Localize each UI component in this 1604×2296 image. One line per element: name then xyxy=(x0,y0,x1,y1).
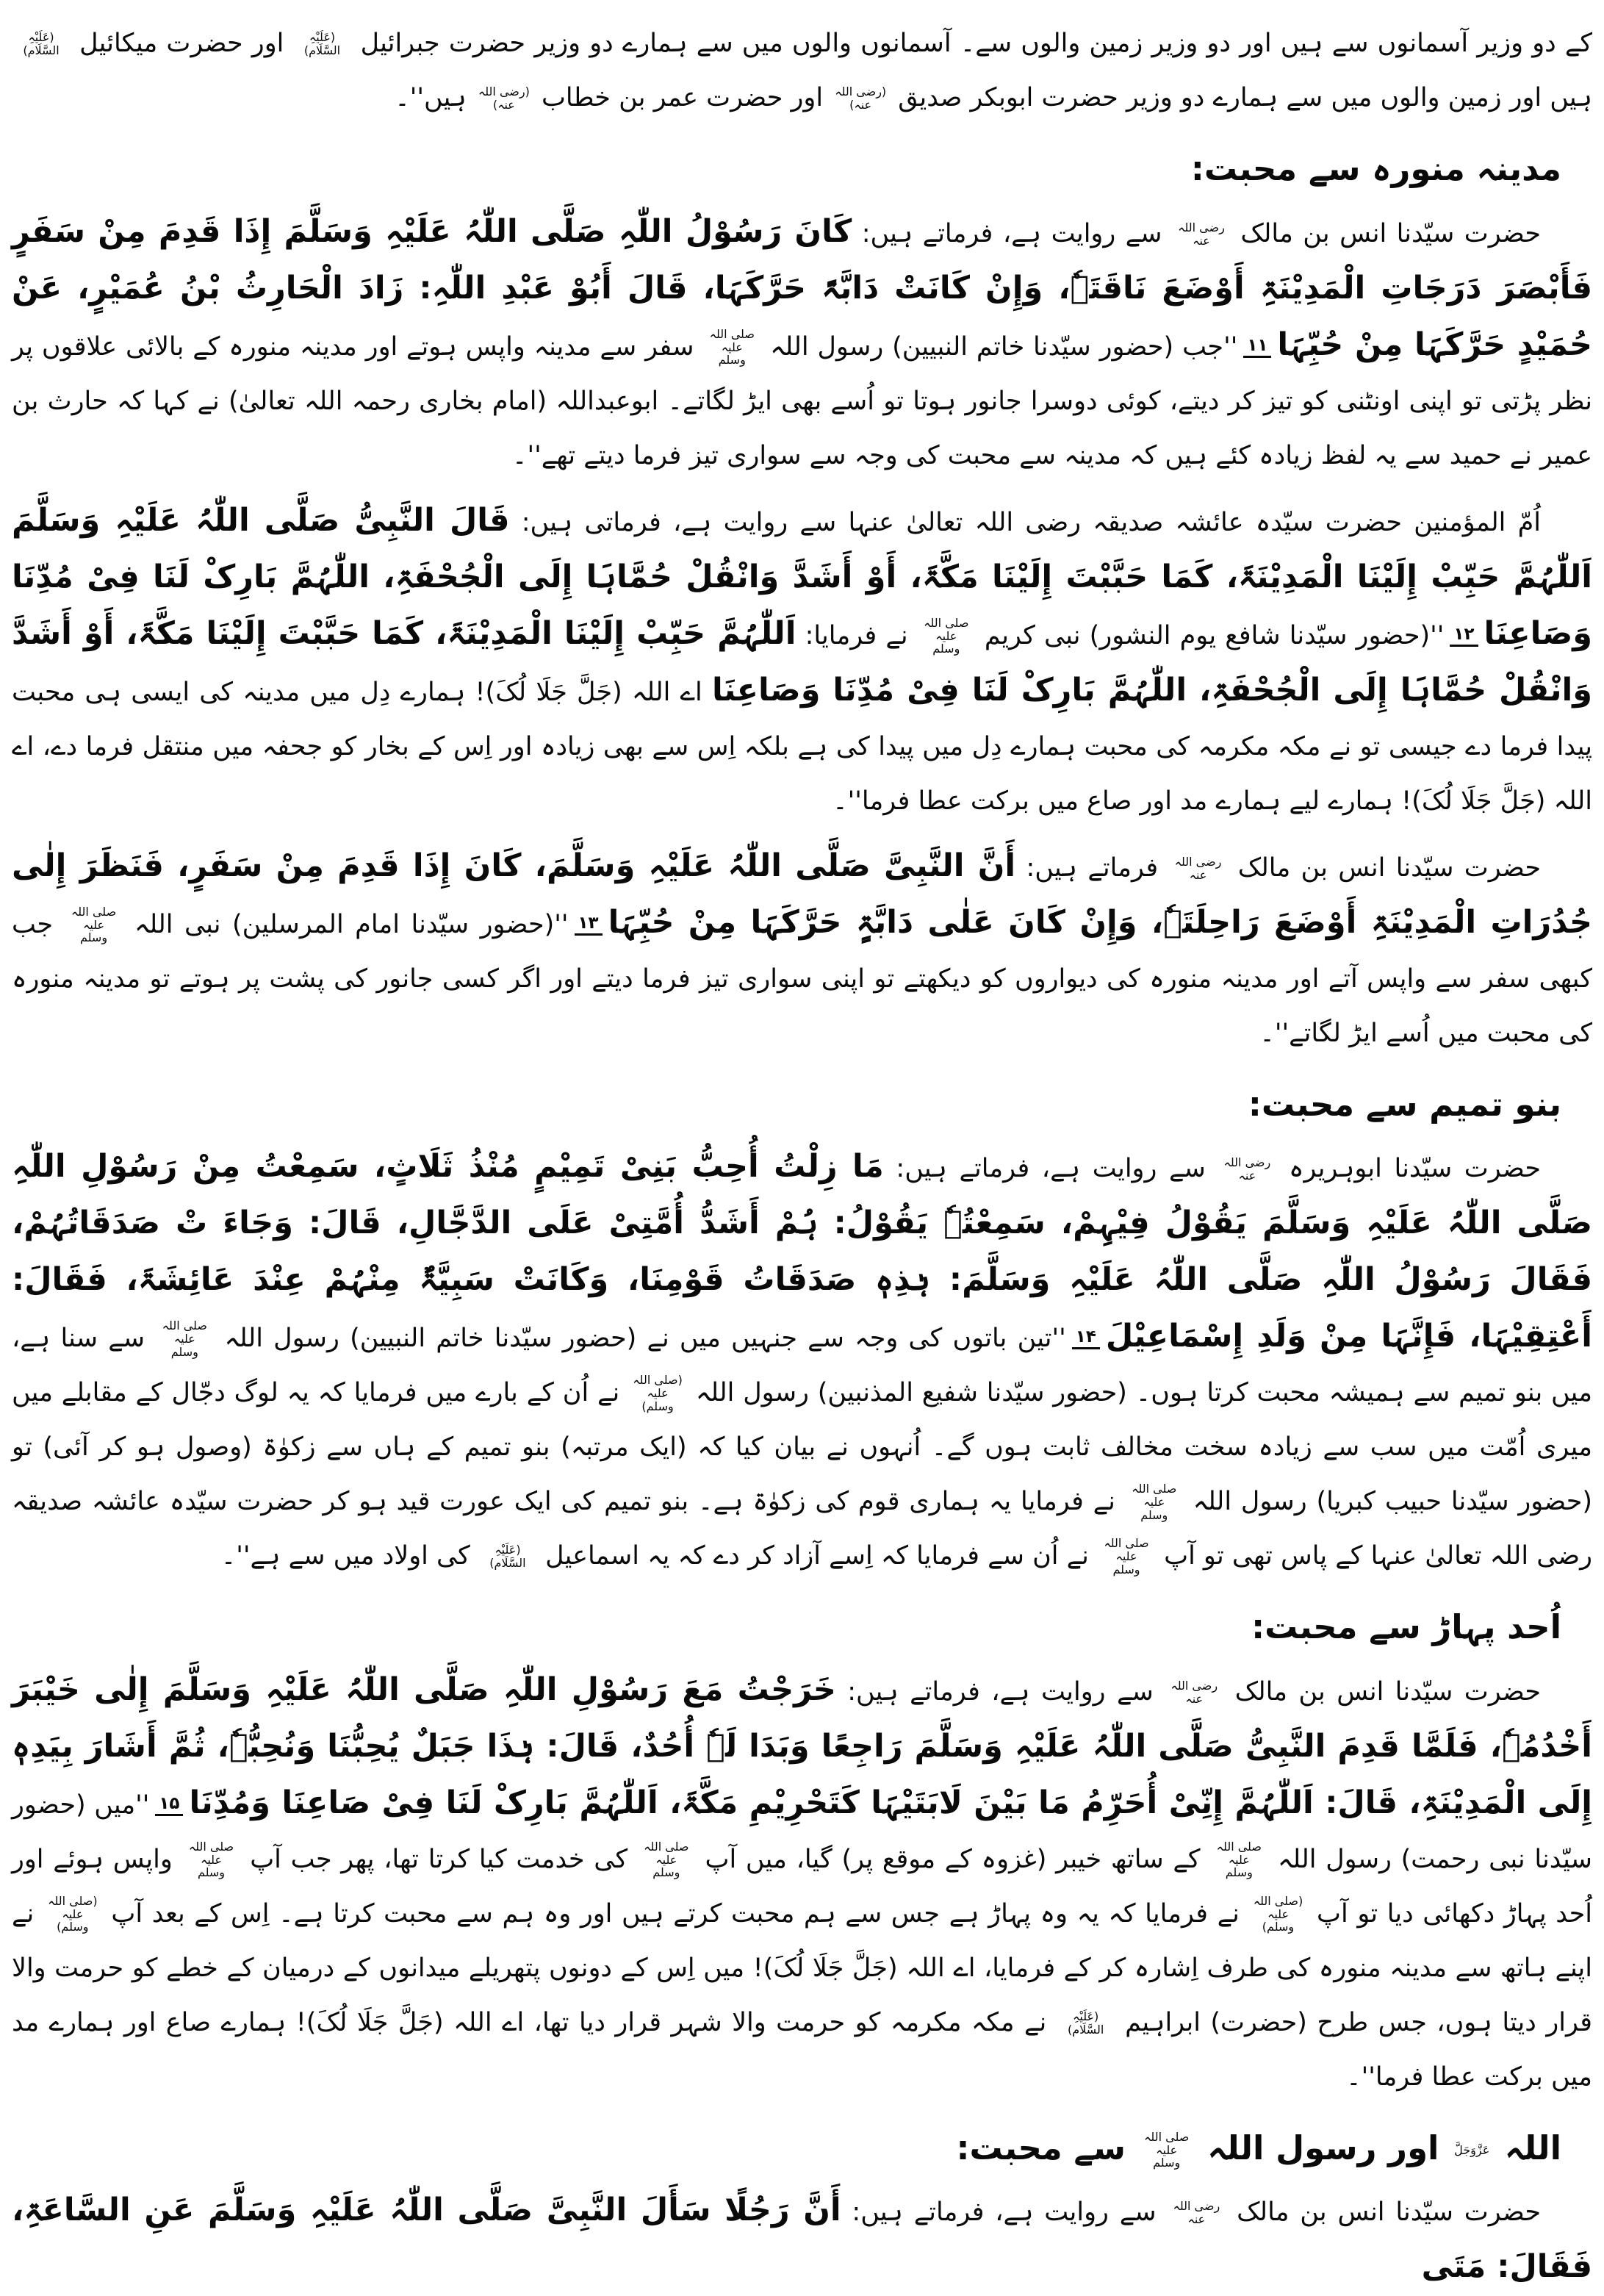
hadith-paragraph-anas-walls xyxy=(12,839,1592,1061)
urdu-text: حضرت سیّدنا انس بن مالک xyxy=(1230,218,1541,248)
honorific-stamp: (عَلَیْہِ السَّلَام) xyxy=(23,30,60,57)
urdu-text: حضرت سیّدنا انس بن مالک xyxy=(1226,2198,1542,2227)
urdu-text: جب کبھی سفر سے واپس آتے اور مدینہ منورہ کی دیواروں کو دیکھتے تو اپنی سواری تیز فرما دیتے اور اگر کسی جانور کی پشت پر ہوتے تو مدینہ منورہ کی محبت میں اُسے ایڑ لگاتے''۔ xyxy=(12,909,1592,1048)
urdu-text: نے مکہ مکرمہ کو حرمت والا شہر قرار دیا تھا، اے اللہ (جَلَّ جَلَا لُکَ)! ہمارے صاع اور ہمارے مد میں برکت عطا فرما''۔ xyxy=(12,2007,1592,2092)
honorific-stamp: (صلی اللہ علیہ وسلم) xyxy=(48,1893,98,1934)
honorific-stamp: (رضی اللہ عنہ) xyxy=(478,85,530,112)
urdu-text: نے اُن کے بارے میں فرمایا کہ یہ لوگ دجّال کے مقابلے میں میری اُمّت میں سب سے زیادہ سخت مخالف ثابت ہوں گے۔ اُنہوں نے بیان کیا کہ (ایک مرتبہ) بنو تمیم کے ہاں سے زکوٰۃ (وصول ہو کر آئی) تو (حضور سیّدنا حبیب کبریا) رسول اللہ xyxy=(12,1378,1592,1516)
urdu-text: اُحد پہاڑ سے محبت: xyxy=(1251,1607,1561,1646)
hadith-paragraph-anas-hour xyxy=(12,2183,1592,2296)
arabic-hadith-text: أَنَّ النَّبِیَّ صَلَّی اللّٰہُ عَلَیْہِ وَسَلَّمَ، کَانَ إِذَا قَدِمَ مِنْ سَفَرٍ، فَنَظَرَ إِلٰی جُدُرَاتِ الْمَدِیْنَۃِ أَوْضَعَ رَاحِلَتَہٗ، وَإِنْ کَانَ عَلٰی دَابَّۃٍ حَرَّکَہَا مِنْ حُبِّہَا xyxy=(12,847,1592,941)
urdu-text: کے ساتھ خیبر (غزوہ کے موقع پر) گیا، میں آپ xyxy=(695,1844,1210,1874)
honorific-stamp: (عَلَیْہِ السَّلَام) xyxy=(303,30,341,57)
urdu-text: نے فرمایا یہ ہماری قوم کی زکوٰۃ ہے۔ بنو تمیم کی ایک عورت قید ہو کر حضرت سیّدہ عائشہ صدیقہ رضی اللہ تعالیٰ عنہا کے پاس تھی تو آپ xyxy=(12,1487,1592,1571)
urdu-text: اور حضرت میکائیل xyxy=(71,29,293,58)
urdu-text: حضرت سیّدنا انس بن مالک xyxy=(1223,1676,1541,1707)
honorific-stamp: (صلی اللہ علیہ وسلم) xyxy=(1253,1893,1303,1934)
urdu-text: ''(حضور سیّدنا امام المرسلین) نبی اللہ xyxy=(123,909,569,939)
hadith-paragraph-abu-huraira-banu-tamim xyxy=(12,1139,1592,1583)
urdu-text: نے اُن سے فرمایا کہ اِسے آزاد کر دے کہ یہ اسماعیل xyxy=(536,1541,1097,1571)
urdu-text: سے روایت ہے، فرماتے ہیں: xyxy=(841,2198,1168,2227)
arabic-hadith-text: اَللّٰہُمَّ حَبِّبْ إِلَیْنَا الْمَدِیْنَۃَ، کَمَا حَبَّبْتَ إِلَیْنَا مَکَّۃَ، أَوْ أَشَدَّ وَانْقُلْ حُمَّاہَا إِلَی الْجُحْفَۃِ، اللّٰہُمَّ بَارِکْ لَنَا فِیْ مُدِّنَا وَصَاعِنَا xyxy=(12,614,1592,708)
honorific-stamp: صلی اللہ علیہ وسلم xyxy=(1104,1536,1149,1576)
urdu-text: سفر سے مدینہ واپس ہوتے اور مدینہ منورہ کے بالائی علاقوں پر نظر پڑتی تو اپنی اونٹنی کو تیز کر دیتے، کوئی دوسرا جانور ہوتا تو اُسے بھی ایڑ لگاتے۔ ابوعبداللہ (امام بخاری رحمہ اللہ تعالیٰ) نے کہا کہ حارث بن عمیر نے حمید سے یہ لفظ زیادہ کئے ہیں کہ مدینہ سے محبت کی وجہ سے سواری تیز فرما دیتے تھے''۔ xyxy=(12,331,1592,470)
urdu-text: اے اللہ (جَلَّ جَلَا لُکَ)! ہمارے دِل میں مدینہ کی ایسی ہی محبت پیدا فرما دے جیسی تو نے مکہ مکرمہ کی محبت ہمارے دِل میں پیدا کی ہے بلکہ اِس سے بھی زیادہ اور اِس کے بخار کو جحفہ میں منتقل فرما دے، اے اللہ (جَلَّ جَلَا لُکَ)! ہمارے لیے ہمارے مد اور صاع میں برکت عطا فرما''۔ xyxy=(12,677,1592,816)
honorific-stamp: رضی اللہ عنہ xyxy=(1174,854,1222,882)
honorific-stamp: رضی اللہ عنہ xyxy=(1223,1155,1271,1183)
arabic-hadith-text: قَالَ النَّبِیُّ صَلَّی اللّٰہُ عَلَیْہِ وَسَلَّمَ اَللّٰہُمَّ حَبِّبْ إِلَیْنَا الْمَدِیْنَۃَ، کَمَا حَبَّبْتَ إِلَیْنَا مَکَّۃَ، أَوْ أَشَدَّ وَانْقُلْ حُمَّاہَا إِلَی الْجُحْفَۃِ، اللّٰہُمَّ بَارِکْ لَنَا فِیْ مُدِّنَا وَصَاعِنَا xyxy=(12,501,1592,652)
honorific-stamp: صلی اللہ علیہ وسلم xyxy=(162,1319,207,1359)
honorific-stamp: رضی اللہ عنہ xyxy=(1178,220,1225,248)
urdu-text: حضرت سیّدنا ابوہریرہ xyxy=(1276,1154,1541,1183)
footnote-ref: ۱۴ xyxy=(1072,1327,1100,1349)
arabic-hadith-text: مَا زِلْتُ أُحِبُّ بَنِیْ تَمِیْمٍ مُنْذُ ثَلَاثٍ، سَمِعْتُ مِنْ رَسُوْلِ اللّٰہِ صَلَّی اللّٰہُ عَلَیْہِ وَسَلَّمَ یَقُوْلُ فِیْہِمْ، سَمِعْتُہٗ یَقُوْلُ: ہُمْ أَشَدُّ أُمَّتِیْ عَلَی الدَّجَّالِ، قَالَ: وَجَاءَ تْ صَدَقَاتُہُمْ، فَقَالَ رَسُوْلُ اللّٰہِ صَلَّی اللّٰہُ عَلَیْہِ وَسَلَّمَ: ہٰذِہٖ صَدَقَاتُ قَوْمِنَا، وَکَانَتْ سَبِیَّۃٌ مِنْہُمْ عِنْدَ عَائِشَۃَ، فَقَالَ: أَعْتِقِیْہَا، فَإِنَّہَا مِنْ وَلَدِ إِسْمَاعِیْلَ xyxy=(12,1148,1592,1355)
hadith-paragraph-aisha-dua xyxy=(12,493,1592,828)
urdu-text: نے فرمایا: xyxy=(796,620,917,650)
urdu-text: ہیں اور زمین والوں میں سے ہمارے دو وزیر حضرت ابوبکر صدیق xyxy=(890,83,1592,112)
urdu-text: اور حضرت عمر بن خطاب xyxy=(533,83,832,112)
honorific-stamp: رضی اللہ عنہ xyxy=(1173,2199,1220,2226)
urdu-text: ''تین باتوں کی وجہ سے جنہیں میں نے (حضور سیّدنا خاتم النبیین) رسول اللہ xyxy=(214,1324,1066,1353)
urdu-text: کی اولاد میں سے ہے''۔ xyxy=(220,1541,478,1571)
urdu-text: حضرت سیّدنا انس بن مالک xyxy=(1227,853,1541,883)
urdu-text: سے روایت ہے، فرماتے ہیں: xyxy=(835,1676,1165,1707)
honorific-stamp: صلی اللہ علیہ وسلم xyxy=(1132,1482,1177,1522)
hadith-paragraph-anas-camel xyxy=(12,204,1592,483)
urdu-text: سے روایت ہے، فرماتے ہیں: xyxy=(852,218,1172,248)
honorific-stamp: صلی اللہ علیہ وسلم xyxy=(1216,1839,1262,1880)
urdu-text: سے سنا ہے، میں بنو تمیم سے ہمیشہ محبت کرتا ہوں۔ (حضور سیّدنا شفیع المذنبین) رسول اللہ xyxy=(12,1324,1592,1407)
footnote-ref: ۱۲ xyxy=(1450,625,1478,647)
heading-love-of-madina xyxy=(12,144,1561,194)
urdu-text: نے اپنے ہاتھ سے مدینہ منورہ کی طرف اِشارہ کر کے فرمایا، اے اللہ (جَلَّ جَلَا لُکَ)! میں اِس کے دونوں پتھریلے میدانوں کے درمیان کے خطے کو حرمت والا قرار دیتا ہوں، جس طرح (حضرت) ابراہیم xyxy=(12,1898,1592,2037)
urdu-text: اللہ xyxy=(1493,2128,1561,2167)
continuation-paragraph xyxy=(12,16,1592,125)
honorific-stamp: (صلی اللہ علیہ وسلم) xyxy=(633,1373,683,1413)
footnote-ref: ۱۱ xyxy=(1243,336,1271,358)
urdu-text: نے فرمایا کہ یہ وہ پہاڑ ہے جس سے ہم محبت کرتے ہیں اور وہ ہم سے محبت کرتا ہے۔ اِس کے بعد آپ xyxy=(101,1898,1249,1929)
urdu-text: اور رسول اللہ xyxy=(1195,2128,1451,2167)
urdu-text: کے دو وزیر آسمانوں سے ہیں اور دو وزیر زمین والوں سے۔ آسمانوں والوں میں سے ہمارے دو وزیر حضرت جبرائیل xyxy=(351,29,1593,58)
honorific-stamp: صلی اللہ علیہ وسلم xyxy=(924,615,969,656)
urdu-text: ہیں''۔ xyxy=(395,83,475,112)
honorific-stamp: رضی اللہ عنہ xyxy=(1170,1678,1218,1706)
honorific-stamp: (عَلَیْہِ السَّلَام) xyxy=(489,1543,526,1570)
honorific-stamp: (عَلَیْہِ السَّلَام) xyxy=(1067,2009,1104,2037)
footnote-ref: ۱۵ xyxy=(155,1794,183,1816)
urdu-text: مدینہ منورہ سے محبت: xyxy=(1190,149,1561,188)
urdu-text: اُمّ المؤمنین حضرت سیّدہ عائشہ صدیقہ رضی اللہ تعالیٰ عنہا سے روایت ہے، فرماتی ہیں: xyxy=(509,507,1541,537)
honorific-stamp: صلی اللہ علیہ وسلم xyxy=(644,1839,689,1880)
arabic-hadith-text: خَرَجْتُ مَعَ رَسُوْلِ اللّٰہِ صَلَّی اللّٰہُ عَلَیْہِ وَسَلَّمَ إِلٰی خَیْبَرَ أَخْدُمُہٗ، فَلَمَّا قَدِمَ النَّبِیُّ صَلَّی اللّٰہُ عَلَیْہِ وَسَلَّمَ رَاجِعًا وَبَدَا لَہٗ أُحُدٌ، قَالَ: ہٰذَا جَبَلٌ یُحِبُّنَا وَنُحِبُّہٗ، ثُمَّ أَشَارَ بِیَدِہٖ إِلَی الْمَدِیْنَۃِ، قَالَ: اَللّٰہُمَّ إِنِّیْ أُحَرِّمُ مَا بَیْنَ لَابَتَیْہَا کَتَحْرِیْمِ مَکَّۃَ، اَللّٰہُمَّ بَارِکْ لَنَا فِیْ صَاعِنَا وَمُدِّنَا xyxy=(12,1671,1592,1821)
honorific-stamp: (رضی اللہ عنہ) xyxy=(835,85,887,112)
honorific-stamp: صلی اللہ علیہ وسلم xyxy=(71,904,117,945)
honorific-stamp: عَزَّوَجَلَّ xyxy=(1454,2142,1490,2157)
hadith-paragraph-anas-uhud xyxy=(12,1662,1592,2104)
heading-love-of-allah-and-rasul xyxy=(12,2123,1561,2173)
urdu-text: بنو تمیم سے محبت: xyxy=(1248,1084,1561,1124)
urdu-text: فرماتے ہیں: xyxy=(1015,853,1169,883)
arabic-hadith-text: کَانَ رَسُوْلُ اللّٰہِ صَلَّی اللّٰہُ عَلَیْہِ وَسَلَّمَ إِذَا قَدِمَ مِنْ سَفَرٍ فَأَبْصَرَ دَرَجَاتِ الْمَدِیْنَۃِ أَوْضَعَ نَاقَتَہٗ، وَإِنْ کَانَتْ دَابَّۃً حَرَّکَہَا، قَالَ أَبُوْ عَبْدِ اللّٰہِ: زَادَ الْحَارِثُ بْنُ عُمَیْرٍ، عَنْ حُمَیْدٍ حَرَّکَہَا مِنْ حُبِّہَا xyxy=(12,212,1592,363)
footnote-ref: ۱۳ xyxy=(575,914,603,936)
urdu-text: واپس ہوئے اور اُحد پہاڑ دکھائی دیا تو آپ xyxy=(12,1844,1592,1929)
honorific-stamp: صلی اللہ علیہ وسلم xyxy=(188,1839,234,1880)
honorific-stamp: صلی اللہ علیہ وسلم xyxy=(1144,2129,1190,2170)
arabic-hadith-text: أَنَّ رَجُلًا سَأَلَ النَّبِیَّ صَلَّی اللّٰہُ عَلَیْہِ وَسَلَّمَ عَنِ السَّاعَۃِ، فَقَالَ: مَتَی xyxy=(12,2192,1592,2285)
urdu-text: کی خدمت کیا کرتا تھا، پھر جب آپ xyxy=(240,1844,637,1874)
urdu-text: ''جب (حضور سیّدنا خاتم النبیین) رسول اللہ xyxy=(761,331,1238,362)
honorific-stamp: صلی اللہ علیہ وسلم xyxy=(709,326,755,367)
urdu-text: سے محبت: xyxy=(956,2128,1137,2167)
urdu-text: ''میں (حضور سیّدنا نبی رحمت) رسول اللہ xyxy=(12,1790,1593,1874)
urdu-text: سے روایت ہے، فرماتے ہیں: xyxy=(883,1154,1218,1183)
urdu-text: ''(حضور سیّدنا شافع یوم النشور) نبی کریم xyxy=(975,620,1445,650)
heading-love-of-banu-tamim xyxy=(12,1080,1561,1130)
heading-love-of-mount-uhud xyxy=(12,1602,1561,1652)
